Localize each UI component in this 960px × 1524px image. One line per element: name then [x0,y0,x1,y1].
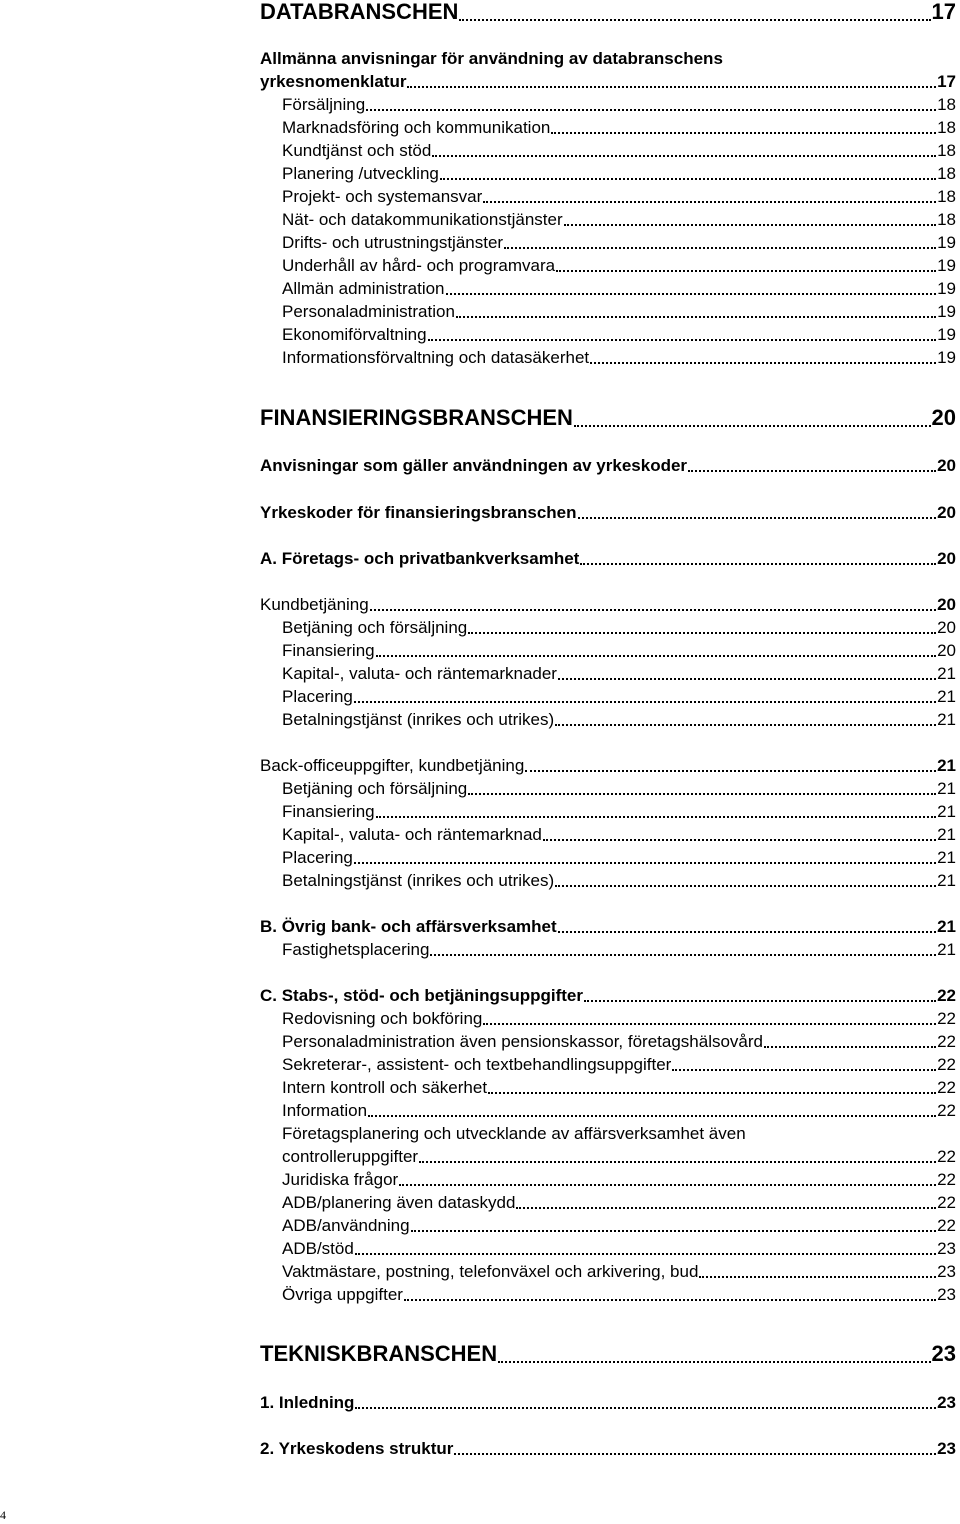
dot-leader [590,362,936,364]
page-number: 4 [0,1508,6,1522]
dot-leader [468,632,936,634]
toc-entry[interactable] [282,1146,956,1167]
dot-leader [432,155,936,157]
toc-entry-page: 22 [937,1101,956,1120]
toc-entry-page: 18 [937,187,956,206]
toc-entry-page: 22 [937,1147,956,1166]
dot-leader [564,224,936,226]
toc-entry[interactable] [282,1169,956,1190]
dot-leader [376,816,936,818]
toc-entry-title: Vaktmästare, postning, telefonväxel och arkivering, bud [282,1262,699,1281]
toc-entry[interactable] [282,870,956,891]
toc-entry-title: controlleruppgifter [282,1147,419,1166]
toc-entry[interactable] [282,1284,956,1305]
toc-entry-title: Nät- och datakommunikationstjänster [282,210,563,229]
toc-entry-title: Kundtjänst och stöd [282,141,432,160]
toc-entry-page: 22 [937,1078,956,1097]
toc-entry[interactable] [282,255,956,276]
toc-entry-page: 21 [937,802,956,821]
dot-leader [459,19,930,21]
toc-entry[interactable] [282,278,956,299]
toc-entry-title: Personaladministration [282,302,455,321]
dot-leader [558,931,936,933]
dot-leader [440,178,936,180]
dot-leader [558,678,936,680]
toc-entry[interactable] [282,1077,956,1098]
dot-leader [354,701,936,703]
toc-entry-page: 18 [937,141,956,160]
dot-leader [446,293,937,295]
toc-entry-title: Projekt- och systemansvar [282,187,483,206]
dot-leader [430,954,936,956]
toc-entry-page: 22 [937,986,956,1005]
dot-leader [764,1046,936,1048]
toc-entry[interactable] [282,1261,956,1282]
toc-entry-page: 22 [937,1009,956,1028]
dot-leader [688,470,936,472]
dot-leader [699,1276,936,1278]
toc-entry[interactable] [260,985,956,1006]
dot-leader [498,1361,930,1363]
dot-leader [399,1184,936,1186]
toc-entry[interactable] [282,847,956,868]
toc-entry-title: Informationsförvaltning och datasäkerhet [282,348,590,367]
toc-entry-page: 20 [937,456,956,475]
dot-leader [419,1161,936,1163]
toc-entry[interactable] [260,502,956,523]
toc-entry[interactable] [260,916,956,937]
toc-entry[interactable] [282,1031,956,1052]
dot-leader [355,1407,936,1409]
toc-entry[interactable] [260,455,956,476]
toc-entry-title: Planering /utveckling [282,164,439,183]
dot-leader [574,425,931,427]
dot-leader [376,655,936,657]
toc-entry-title: ADB/stöd [282,1239,354,1258]
toc-entry-page: 21 [937,756,956,775]
toc-entry-page: 23 [931,1341,956,1366]
toc-entry-title: Ekonomiförvaltning [282,325,427,344]
toc-entry-title: Betalningstjänst (inrikes och utrikes) [282,871,555,890]
toc-entry[interactable] [282,1054,956,1075]
toc-entry[interactable] [260,405,956,431]
dot-leader [543,839,936,841]
toc-entry-page: 21 [937,710,956,729]
toc-entry-title: Intern kontroll och säkerhet [282,1078,488,1097]
toc-entry-page: 20 [937,641,956,660]
dot-leader [456,316,936,318]
toc-entry[interactable] [260,755,956,776]
toc-entry-page: 21 [937,825,956,844]
toc-entry-title: Back-officeuppgifter, kundbetjäning [260,756,525,775]
toc-entry-page: 21 [937,917,956,936]
toc-entry-title-line1: Företagsplanering och utvecklande av affärsverksamhet även [282,1124,746,1143]
toc-entry-page: 18 [937,118,956,137]
toc-entry[interactable] [282,1008,956,1029]
toc-entry-title: Redovisning och bokföring [282,1009,483,1028]
toc-entry[interactable] [282,1238,956,1259]
toc-entry-title: Anvisningar som gäller användningen av yrkeskoder [260,456,688,475]
toc-entry-title: Betjäning och försäljning [282,618,468,637]
toc-entry-page: 19 [937,302,956,321]
toc-entry[interactable] [260,594,956,615]
toc-entry-page: 23 [937,1239,956,1258]
toc-entry[interactable] [260,548,956,569]
dot-leader [525,770,936,772]
toc-entry[interactable] [282,617,956,638]
dot-leader [504,247,936,249]
toc-entry[interactable] [282,140,956,161]
toc-entry-title: Försäljning [282,95,366,114]
dot-leader [404,1299,936,1301]
toc-entry-title: Fastighetsplacering [282,940,430,959]
toc-entry-title-line1: Allmänna anvisningar för användning av databranschens [260,49,723,68]
toc-entry-title: Kapital-, valuta- och räntemarknader [282,664,557,683]
toc-entry-title: Allmän administration [282,279,445,298]
toc-entry[interactable] [282,663,956,684]
toc-entry[interactable] [282,301,956,322]
toc-entry-page: 21 [937,871,956,890]
toc-entry-title: yrkesnomenklatur [260,72,407,91]
dot-leader [468,793,936,795]
toc-entry[interactable] [282,163,956,184]
toc-entry-page: 20 [937,618,956,637]
toc-entry-page: 20 [937,595,956,614]
toc-entry[interactable] [282,347,956,368]
toc-entry-title: Övriga uppgifter [282,1285,403,1304]
dot-leader [551,132,936,134]
toc-entry[interactable] [282,117,956,138]
toc-entry-page: 17 [931,0,956,24]
toc-entry-title: Juridiska frågor [282,1170,399,1189]
toc-entry[interactable] [282,778,956,799]
toc-entry[interactable] [282,209,956,230]
dot-leader [580,563,936,565]
toc-entry[interactable] [260,71,956,92]
toc-entry[interactable] [282,824,956,845]
toc-entry-title: 2. Yrkeskodens struktur [260,1439,454,1458]
toc-entry[interactable] [260,1341,956,1367]
dot-leader [354,862,936,864]
toc-entry-page: 21 [937,848,956,867]
dot-leader [672,1069,936,1071]
toc-entry[interactable] [282,186,956,207]
dot-leader [483,201,936,203]
toc-entry-page: 18 [937,210,956,229]
toc-entry-page: 20 [931,405,956,430]
dot-leader [488,1092,936,1094]
toc-entry-page: 17 [937,72,956,91]
dot-leader [411,1230,936,1232]
toc-entry-title: Placering [282,848,353,867]
toc-entry-title: ADB/användning [282,1216,410,1235]
toc-entry-title: C. Stabs-, stöd- och betjäningsuppgifter [260,986,583,1005]
toc-entry[interactable] [260,1438,956,1459]
toc-entry-page: 21 [937,779,956,798]
toc-entry-title: Yrkeskoder för finansieringsbranschen [260,503,577,522]
dot-leader [368,1115,936,1117]
toc-entry-page: 22 [937,1216,956,1235]
toc-entry-title: ADB/planering även dataskydd [282,1193,516,1212]
toc-entry-title: Drifts- och utrustningstjänster [282,233,504,252]
toc-entry-page: 18 [937,164,956,183]
toc-entry-page: 19 [937,325,956,344]
dot-leader [584,1000,936,1002]
toc-entry[interactable] [282,1100,956,1121]
toc-entry-title: Finansiering [282,641,375,660]
toc-entry-title: FINANSIERINGSBRANSCHEN [260,405,573,430]
toc-entry-page: 21 [937,664,956,683]
toc-entry-title: TEKNISKBRANSCHEN [260,1341,498,1366]
toc-entry-title: A. Företags- och privatbankverksamhet [260,549,580,568]
toc-entry-title: Information [282,1101,368,1120]
dot-leader [555,885,936,887]
toc-entry-title: 1. Inledning [260,1393,355,1412]
toc-entry-page: 22 [937,1170,956,1189]
dot-leader [366,109,936,111]
dot-leader [556,270,936,272]
toc-entry-title: DATABRANSCHEN [260,0,459,24]
toc-entry-page: 23 [937,1285,956,1304]
toc-entry-page: 22 [937,1193,956,1212]
dot-leader [516,1207,936,1209]
dot-leader [370,609,936,611]
toc-entry-title: Sekreterar-, assistent- och textbehandlingsuppgifter [282,1055,672,1074]
toc-entry-page: 20 [937,503,956,522]
toc-entry-page: 20 [937,549,956,568]
toc-entry-page: 23 [937,1262,956,1281]
dot-leader [454,1453,936,1455]
toc-entry[interactable] [282,1192,956,1213]
toc-entry[interactable] [282,709,956,730]
toc-entry-page: 22 [937,1032,956,1051]
toc-entry-title: Finansiering [282,802,375,821]
toc-entry[interactable] [282,640,956,661]
toc-entry-page: 21 [937,687,956,706]
toc-entry-title: B. Övrig bank- och affärsverksamhet [260,917,557,936]
dot-leader [483,1023,936,1025]
toc-entry[interactable] [282,94,956,115]
toc-entry-title: Marknadsföring och kommunikation [282,118,551,137]
toc-entry-title: Betalningstjänst (inrikes och utrikes) [282,710,555,729]
toc-entry-page: 19 [937,348,956,367]
toc-entry-page: 21 [937,940,956,959]
toc-entry-page: 19 [937,279,956,298]
toc-entry[interactable] [282,939,956,960]
toc-entry[interactable] [282,324,956,345]
toc-entry[interactable] [282,686,956,707]
toc-entry-title: Placering [282,687,353,706]
dot-leader [355,1253,936,1255]
toc-entry-page: 18 [937,95,956,114]
toc-entry-title: Underhåll av hård- och programvara [282,256,556,275]
toc-entry-page: 19 [937,256,956,275]
toc-entry-page: 23 [937,1393,956,1412]
toc-entry-title: Kundbetjäning [260,595,369,614]
toc-entry-title: Personaladministration även pensionskassor, företagshälsovård [282,1032,763,1051]
dot-leader [578,517,937,519]
toc-entry[interactable] [282,232,956,253]
toc-entry[interactable] [260,0,956,25]
toc-entry-page: 22 [937,1055,956,1074]
dot-leader [555,724,936,726]
dot-leader [428,339,937,341]
toc-entry[interactable] [282,1215,956,1236]
toc-entry-title: Kapital-, valuta- och räntemarknad [282,825,542,844]
dot-leader [407,86,936,88]
toc-entry-page: 23 [937,1439,956,1458]
toc-entry[interactable] [282,801,956,822]
toc-entry[interactable] [260,1392,956,1413]
toc-entry-title: Betjäning och försäljning [282,779,468,798]
toc-entry-page: 19 [937,233,956,252]
